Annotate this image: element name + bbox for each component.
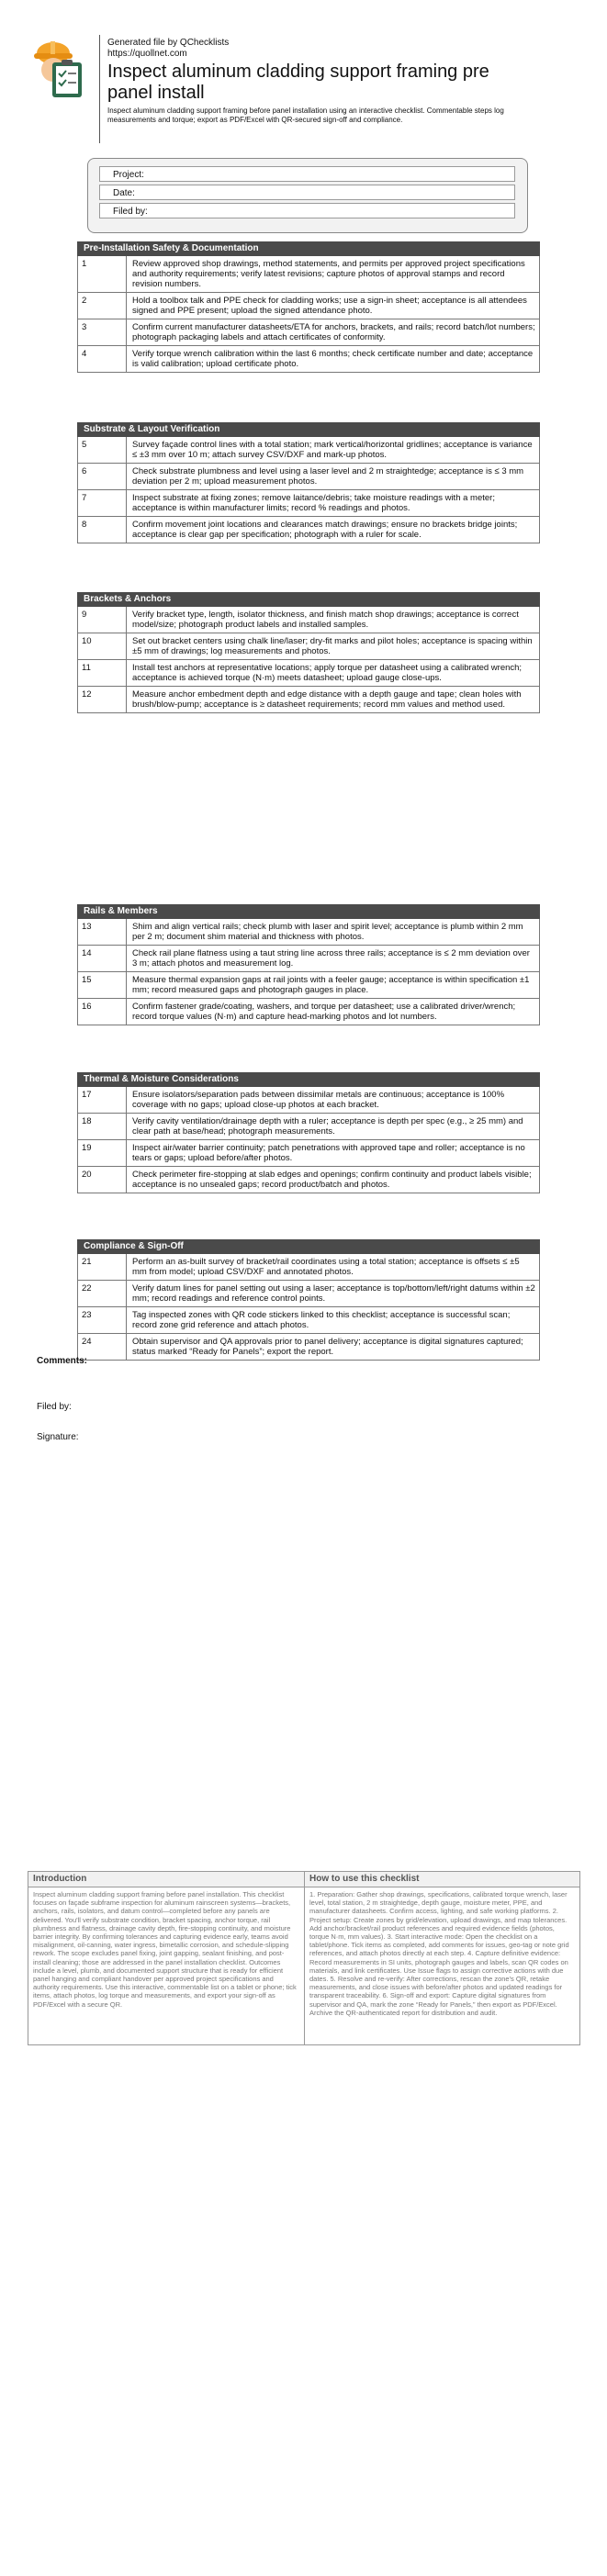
introduction-title: Introduction <box>28 1872 304 1887</box>
checklist-item[interactable] <box>77 633 540 660</box>
checklist-item[interactable] <box>77 999 540 1025</box>
checklist-section <box>77 1239 540 1361</box>
item-text: Check rail plane flatness using a taut string line across three rails; acceptance is ≤ 2 mm deviation over 3 m; attach photos and measurement log. <box>132 948 530 969</box>
item-text: Verify torque wrench calibration within the last 6 months; check certificate number and date; acceptance is valid calibration; upload certificate photo. <box>132 349 534 369</box>
date-field[interactable]: Date: <box>99 185 515 200</box>
checklist-item[interactable] <box>77 1307 540 1334</box>
checklist-item[interactable] <box>77 517 540 543</box>
item-text: Measure thermal expansion gaps at rail joints with a feeler gauge; acceptance is within specification ±1 mm; record measured gaps and photograph gauges in place. <box>132 975 530 995</box>
item-text: Install test anchors at representative locations; apply torque per datasheet using a calibrated wrench; acceptance is achieved torque (N·m) meets datasheet; upload gauge close-ups. <box>132 663 523 683</box>
item-text: Tag inspected zones with QR code stickers linked to this checklist; acceptance is successful scan; record zone grid reference and attach photos. <box>132 1310 511 1330</box>
item-number: 10 <box>78 633 127 659</box>
item-text: Ensure isolators/separation pads between dissimilar metals are continuous; acceptance is 100% coverage with no gaps; upload close-up photos at each bracket. <box>132 1090 505 1110</box>
checklist-item[interactable] <box>77 256 540 293</box>
item-number: 23 <box>78 1307 127 1333</box>
project-info-box <box>87 158 528 233</box>
checklist-item[interactable] <box>77 464 540 490</box>
filed-by-field[interactable]: Filed by: <box>99 203 515 218</box>
section-title: Thermal & Moisture Considerations <box>77 1072 540 1087</box>
item-number: 12 <box>78 687 127 712</box>
item-number: 19 <box>78 1140 127 1166</box>
page-description: Inspect aluminum cladding support framing before panel installation using an interactive checklist. Commentable steps log measurements and torque; export as PDF/Excel with QR-secured sign-off and compliance. <box>107 106 504 124</box>
project-field[interactable]: Project: <box>99 166 515 182</box>
source-url-link[interactable]: https://quollnet.com <box>107 49 187 59</box>
section-title: Rails & Members <box>77 904 540 919</box>
item-number: 11 <box>78 660 127 686</box>
item-text: Confirm movement joint locations and clearances match drawings; ensure no brackets bridge joints; acceptance is clear gap per specification; photograph with a ruler for scale. <box>132 520 518 540</box>
checklist-item[interactable] <box>77 687 540 713</box>
introduction-column <box>28 1872 304 2044</box>
item-number: 17 <box>78 1087 127 1113</box>
item-number: 14 <box>78 946 127 971</box>
item-text: Check perimeter fire-stopping at slab edges and openings; confirm continuity and product labels visible; acceptance is no unsealed gaps; record product/batch and photos. <box>132 1170 532 1190</box>
item-number: 21 <box>78 1254 127 1280</box>
how-to-use-body: 1. Preparation: Gather shop drawings, specifications, calibrated torque wrench, laser level, total station, 2 m straightedge, depth gauge, moisture meter, PPE, and manufacturer datasheets. Confirm access, lighting, and safe working platforms. 2. Project setup: Create zones by grid/elevation, upload drawings, and map tolerances. Add anchor/bracket/rail product references and required evidence fields (photos, torque N·m, mm values). 3. Start interactive mode: Open the checklist on a tablet/phone. Tick items as completed, add comments for issues, geo-tag or note grid references, and attach photos directly at each step. 4. Capture definitive evidence: Record measurements in SI units, photograph gauges and labels, scan QR codes on materials, and link certificates. Use Issue flags to assign corrective actions with due dates. 5. Resolve and re-verify: After corrections, rescan the zone's QR, retake measurements, and close issues with before/after photos and updated readings for transparent traceability. 6. Sign-off and export: Capture digital signatures from supervisor and QA, mark the zone “Ready for Panels,” then export as PDF/Excel. Archive the QR-authenticated report for distribution and audit. <box>309 1890 569 2017</box>
introduction-body: Inspect aluminum cladding support framing before panel installation. This checklist focuses on façade subframe inspection for aluminum rainscreen systems—brackets, anchors, rails, isolators, and datum control—completed before any panels are delivered. You'll verify substrate condition, bracket spacing, anchor torque, rail plumbness and flatness, drainage cavity depth, fire-stopping continuity, and moisture barrier integrity. By confirming tolerances and capturing evidence early, teams avoid misalignment, oil-canning, water ingress, bimetallic corrosion, and schedule-slipping rework. The scope excludes panel fixing, joint gapping, sealant finishing, and post-install cleaning; those are addressed in the panel installation checklist. Outcomes include a level, plumb, and documented support structure that is ready for efficient panel hanging and compliant handover per approved project specifications and authority requirements. Use this interactive, commentable list on a tablet or phone; tick items, attach photos, log torque and measurements, and export your sign-off as PDF/Excel with a secure QR. <box>33 1890 297 2009</box>
checklist-section <box>77 1072 540 1193</box>
comments-label: Comments: <box>37 1356 88 1366</box>
item-text: Verify bracket type, length, isolator thickness, and finish match shop drawings; acceptance is correct model/size; photograph product labels and installed samples. <box>132 610 519 630</box>
item-number: 22 <box>78 1281 127 1306</box>
item-text: Review approved shop drawings, method statements, and permits per approved project specifications and authority requirements; verify latest revisions; capture photos of approval stamps and record revision numbers. <box>132 259 525 289</box>
item-text: Measure anchor embedment depth and edge distance with a depth gauge and tape; clean holes with brush/blow-pump; acceptance is ≥ datasheet requirements; record mm values and method used. <box>132 689 522 710</box>
section-title: Brackets & Anchors <box>77 592 540 607</box>
header-divider <box>99 35 100 143</box>
item-text: Obtain supervisor and QA approvals prior to panel delivery; acceptance is digital signatures captured; status marked “Ready for Panels”; export the report. <box>132 1337 523 1357</box>
checklist-item[interactable] <box>77 1334 540 1361</box>
qchecklists-logo-icon <box>30 37 87 99</box>
checklist-item[interactable] <box>77 946 540 972</box>
checklist-section <box>77 592 540 713</box>
checklist-item[interactable] <box>77 1114 540 1140</box>
item-text: Hold a toolbox talk and PPE check for cladding works; use a sign-in sheet; acceptance is all attendees signed and PPE present; upload the signed attendance photo. <box>132 296 527 316</box>
item-number: 18 <box>78 1114 127 1139</box>
item-number: 15 <box>78 972 127 998</box>
page-title: Inspect aluminum cladding support framing pre panel install <box>107 62 489 103</box>
signature-label: Signature: <box>37 1432 79 1442</box>
item-number: 13 <box>78 919 127 945</box>
filed-by-label: Filed by: <box>37 1402 72 1412</box>
checklist-item[interactable] <box>77 919 540 946</box>
item-number: 24 <box>78 1334 127 1360</box>
checklist-item[interactable] <box>77 660 540 687</box>
section-title: Substrate & Layout Verification <box>77 422 540 437</box>
checklist-item[interactable] <box>77 293 540 319</box>
item-text: Perform an as-built survey of bracket/rail coordinates using a total station; acceptance is offsets ≤ ±5 mm from model; upload CSV/DXF and annotated photos. <box>132 1257 520 1277</box>
checklist-item[interactable] <box>77 319 540 346</box>
item-number: 16 <box>78 999 127 1025</box>
how-to-use-column <box>304 1872 579 2044</box>
item-text: Confirm fastener grade/coating, washers, and torque per datasheet; use a calibrated driver/wrench; record torque values (N·m) and capture head-marking photos and lot numbers. <box>132 1002 516 1022</box>
section-title: Compliance & Sign-Off <box>77 1239 540 1254</box>
item-number: 2 <box>78 293 127 319</box>
item-number: 6 <box>78 464 127 489</box>
item-text: Survey façade control lines with a total station; mark vertical/horizontal gridlines; acceptance is variance ≤ ±3 mm over 10 m; attach survey CSV/DXF and mark-up photos. <box>132 440 533 460</box>
checklist-item[interactable] <box>77 1167 540 1193</box>
item-number: 4 <box>78 346 127 372</box>
checklist-item[interactable] <box>77 1087 540 1114</box>
item-number: 20 <box>78 1167 127 1193</box>
item-text: Inspect air/water barrier continuity; patch penetrations with approved tape and roller; acceptance is no tears or gaps; upload before/after photos. <box>132 1143 525 1163</box>
checklist-item[interactable] <box>77 972 540 999</box>
checklist-item[interactable] <box>77 346 540 373</box>
checklist-item[interactable] <box>77 607 540 633</box>
item-text: Confirm current manufacturer datasheets/ETA for anchors, brackets, and rails; record batch/lot numbers; photograph packaging labels and attach certificates of conformity. <box>132 322 535 342</box>
how-to-use-title: How to use this checklist <box>305 1872 579 1887</box>
checklist-item[interactable] <box>77 1281 540 1307</box>
item-text: Check substrate plumbness and level using a laser level and 2 m straightedge; acceptance is ≤ 3 mm deviation per 2 m; upload measurement photos. <box>132 466 524 487</box>
item-text: Inspect substrate at fixing zones; remove laitance/debris; take moisture readings with a meter; acceptance is within manufacturer limits; record % readings and photos. <box>132 493 495 513</box>
generated-by-text: Generated file by QChecklists <box>107 38 230 48</box>
item-number: 3 <box>78 319 127 345</box>
item-number: 9 <box>78 607 127 633</box>
item-number: 8 <box>78 517 127 543</box>
checklist-section <box>77 241 540 373</box>
checklist-item[interactable] <box>77 490 540 517</box>
section-title: Pre-Installation Safety & Documentation <box>77 241 540 256</box>
item-number: 1 <box>78 256 127 292</box>
checklist-section <box>77 904 540 1025</box>
checklist-section <box>77 422 540 543</box>
item-text: Verify cavity ventilation/drainage depth with a ruler; acceptance is depth per spec (e.g., ≥ 25 mm) and clear path at base/head; photograph measurements. <box>132 1116 523 1137</box>
item-text: Verify datum lines for panel setting out using a laser; acceptance is top/bottom/left/right datums within ±2 mm; record readings and reference control points. <box>132 1283 535 1304</box>
checklist-item[interactable] <box>77 437 540 464</box>
document-header <box>107 38 539 125</box>
item-number: 5 <box>78 437 127 463</box>
checklist-item[interactable] <box>77 1254 540 1281</box>
checklist-item[interactable] <box>77 1140 540 1167</box>
item-text: Set out bracket centers using chalk line/laser; dry-fit marks and pilot holes; acceptance is spacing within ±5 mm of drawings; log measurements and photos. <box>132 636 533 656</box>
item-number: 7 <box>78 490 127 516</box>
item-text: Shim and align vertical rails; check plumb with laser and spirit level; acceptance is plumb within 2 mm per 2 m; document shim material and thickness with photos. <box>132 922 523 942</box>
intro-panel <box>28 1871 580 2045</box>
